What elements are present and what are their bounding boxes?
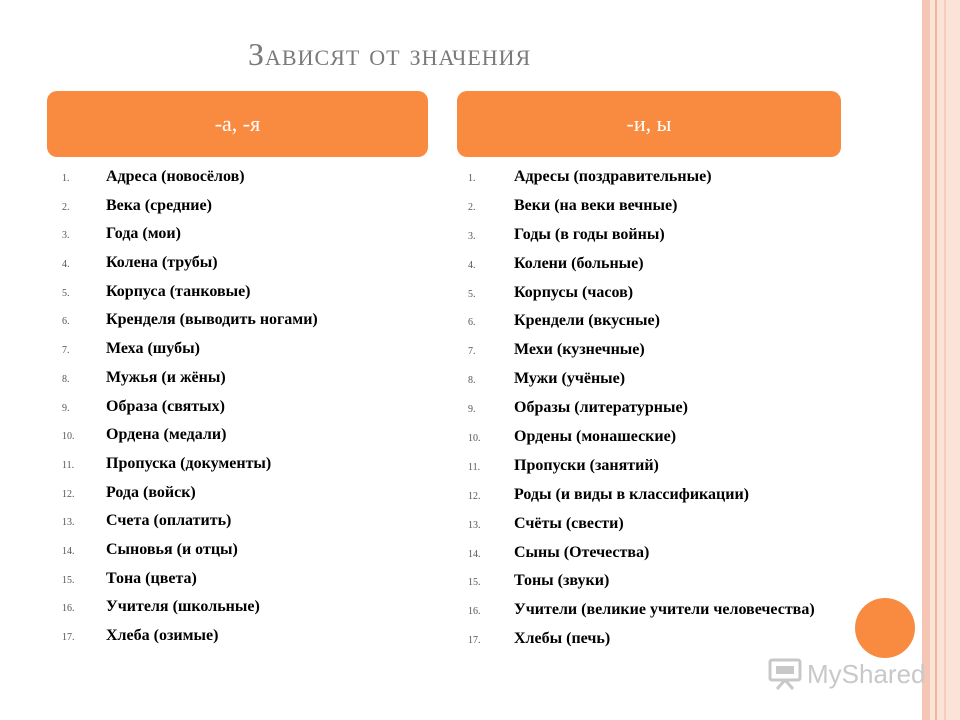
list-item-text: Веки (на веки вечные) [514,196,678,214]
list-item-number: 7. [62,345,70,357]
watermark [767,655,926,693]
list-item-number: 3. [62,230,70,242]
list-item-text: Пропуски (занятий) [514,456,659,474]
list-item-text: Учителя (школьные) [106,598,260,616]
list-item [468,284,818,304]
list-item [62,340,434,360]
list-item-text: Мехи (кузнечные) [514,341,645,359]
decorative-stripe [935,0,937,720]
list-item-text: Хлеба (озимые) [106,627,219,644]
list-item-number: 3. [468,230,476,242]
list-item-number: 2. [62,201,70,213]
watermark-text: MyShared [807,658,926,689]
list-item-text: Хлебы (печь) [514,630,611,648]
list-item [468,341,818,361]
list-item-number: 9. [468,404,476,416]
list-item-text: Сыны (Отечества) [514,543,650,561]
list-item-number: 9. [62,402,70,414]
right-word-list [468,168,818,659]
list-item-number: 2. [468,201,476,213]
left-word-list [62,168,434,656]
list-item-text: Учители (великие учители человечества) [514,601,815,619]
list-item-text: Корпуса (танковые) [106,282,251,300]
list-item-number: 16. [468,606,481,618]
list-item-number: 14. [62,545,75,557]
list-item-number: 15. [468,577,481,589]
list-item [468,486,818,506]
list-item [468,197,818,217]
list-item-text: Годы (в годы войны) [514,225,665,243]
list-item [62,311,434,331]
list-item-text: Тоны (звуки) [514,572,610,590]
list-item [468,630,818,650]
list-item [468,168,818,188]
list-item [62,369,434,389]
list-item [468,428,818,448]
list-item-text: Колени (больные) [514,254,644,272]
list-item [62,541,434,561]
list-item-number: 12. [62,488,75,500]
list-item-text: Мужья (и жёны) [106,368,226,386]
list-item-text: Тона (цвета) [106,569,197,587]
list-item [62,455,434,475]
list-item-number: 6. [468,317,476,329]
list-item [62,168,434,188]
list-item-number: 17. [62,632,75,643]
list-item-number: 5. [468,288,476,300]
decorative-circle [855,598,915,658]
list-item-number: 1. [62,173,70,184]
list-item [468,572,818,592]
list-item-number: 10. [468,433,481,445]
list-item-number: 1. [468,173,476,184]
list-item [62,225,434,245]
list-item [468,515,818,535]
list-item-text: Образа (святых) [106,397,225,415]
list-item-number: 11. [468,461,481,473]
list-item [62,197,434,217]
list-item-text: Корпусы (часов) [514,283,634,301]
slide-title: Зависят от значения [248,36,532,72]
list-item [62,484,434,504]
decorative-stripe [922,0,930,720]
list-item-text: Сыновья (и отцы) [106,540,238,558]
list-item-number: 8. [468,375,476,387]
list-item-number: 7. [468,346,476,358]
list-item [62,598,434,618]
list-item-text: Меха (шубы) [106,340,200,358]
list-item-text: Ордена (медали) [106,426,227,444]
list-item [62,627,434,647]
list-item-text: Адресы (поздравительные) [514,168,712,185]
list-item-text: Мужи (учёные) [514,370,626,388]
list-item [62,426,434,446]
list-item-number: 15. [62,574,75,586]
list-item-number: 13. [468,519,481,531]
list-item [468,544,818,564]
list-item [468,312,818,332]
list-item [62,570,434,590]
presentation-icon [767,656,803,692]
list-item-number: 14. [468,548,481,560]
list-item-text: Рода (войск) [106,483,196,501]
list-item-text: Пропуска (документы) [106,454,272,472]
list-item-text: Ордены (монашеские) [514,428,677,446]
list-item-number: 6. [62,316,70,328]
list-item [62,512,434,532]
list-item-text: Роды (и виды в классификации) [514,485,749,503]
list-item [468,457,818,477]
right-column-header: -и, ы [457,91,841,157]
list-item [468,399,818,419]
list-item-number: 4. [62,259,70,271]
list-item-text: Счёты (свести) [514,514,624,532]
list-item-text: Века (средние) [106,196,212,214]
list-item-text: Адреса (новосёлов) [106,168,245,185]
list-item-text: Крендели (вкусные) [514,312,660,330]
list-item [62,398,434,418]
list-item-number: 12. [468,490,481,502]
list-item-text: Счета (оплатить) [106,512,232,530]
list-item-number: 8. [62,373,70,385]
list-item-number: 11. [62,459,75,471]
list-item-text: Года (мои) [106,225,181,243]
list-item-text: Колена (трубы) [106,254,218,272]
list-item [62,254,434,274]
list-item-text: Кренделя (выводить ногами) [106,311,318,329]
left-column-header: -а, -я [47,91,428,157]
list-item-number: 13. [62,517,75,529]
list-item-number: 16. [62,603,75,615]
list-item [468,226,818,246]
decorative-stripe [944,0,946,720]
list-item-text: Образы (литературные) [514,399,688,417]
list-item [62,283,434,303]
list-item-number: 4. [468,259,476,271]
list-item [468,255,818,275]
list-item-number: 17. [468,635,481,647]
list-item [468,601,818,621]
list-item [468,370,818,390]
list-item-number: 5. [62,287,70,299]
list-item-number: 10. [62,431,75,443]
